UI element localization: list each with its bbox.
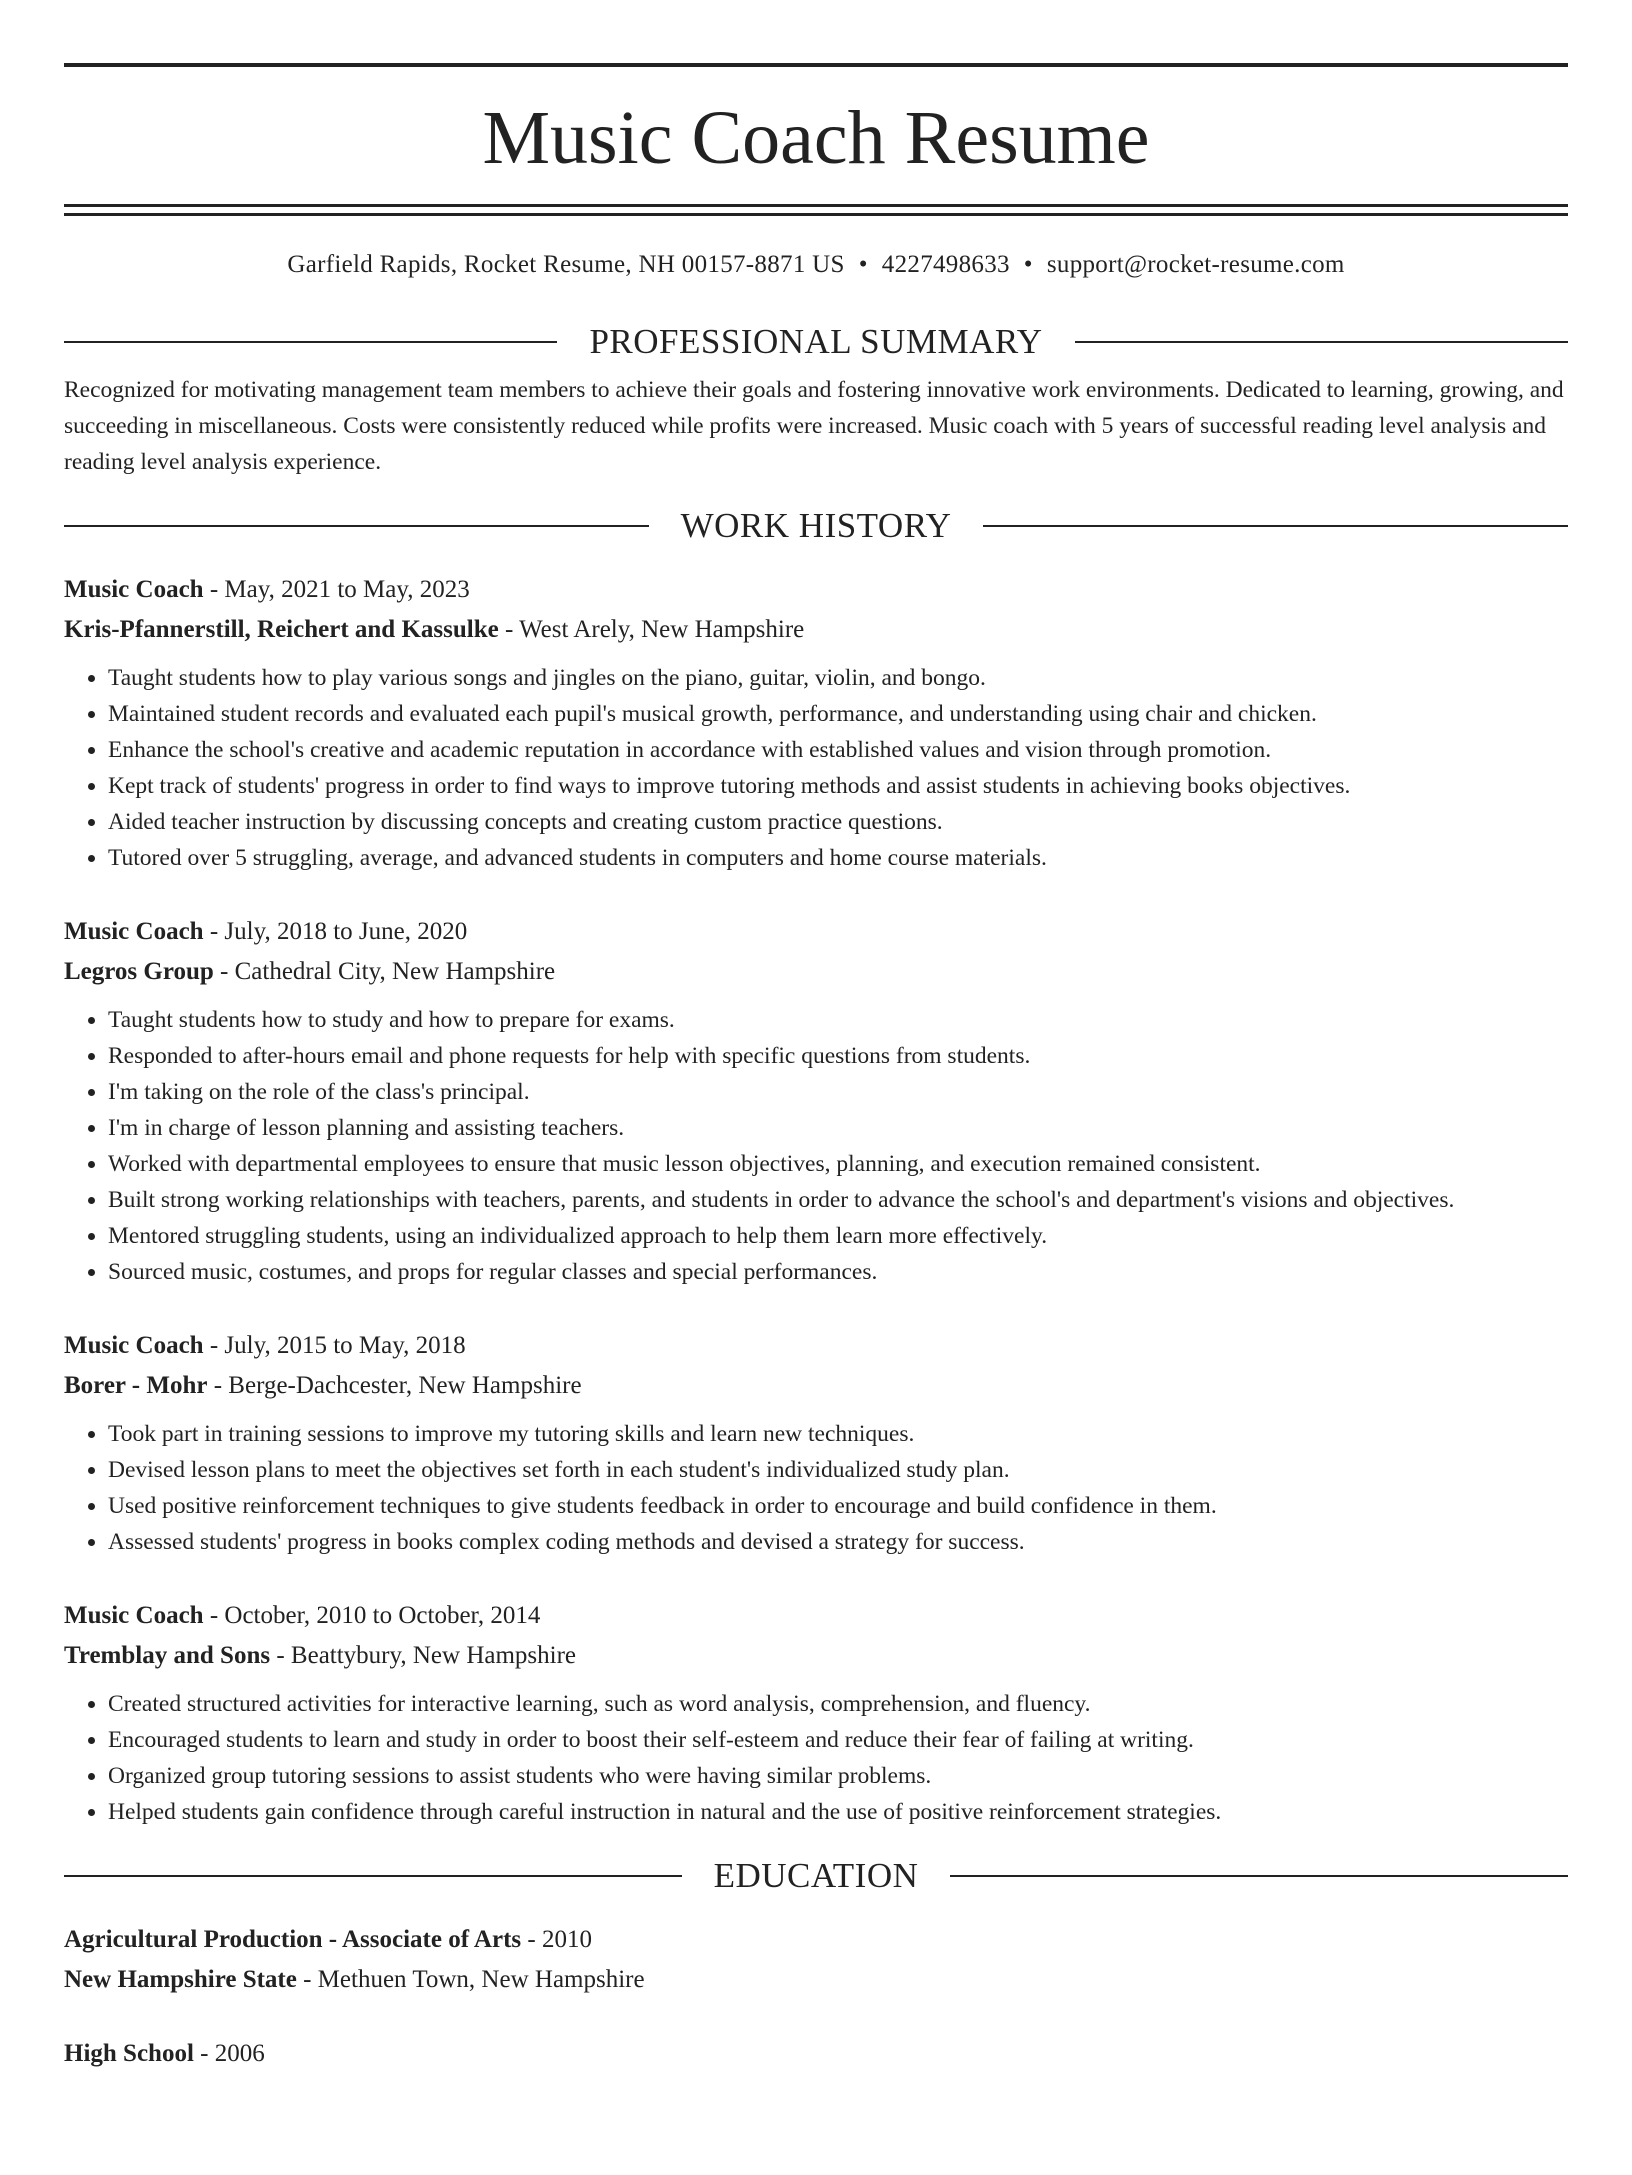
job-bullet: • Aided teacher instruction by discussing concepts and creating custom practice questions. [108, 804, 1568, 840]
heading-rule [64, 1875, 682, 1877]
job-bullet: • Took part in training sessions to improve my tutoring skills and learn new techniques. [108, 1416, 1568, 1452]
education-entry [64, 2034, 1568, 2074]
job-bullet: • Built strong working relationships with teachers, parents, and students in order to advance the school's and department's visions and objectives. [108, 1182, 1568, 1218]
job-company-line [64, 952, 1568, 992]
job-bullet: • Devised lesson plans to meet the objectives set forth in each student's individualized study plan. [108, 1452, 1568, 1488]
job-location: - West Arely, New Hampshire [498, 616, 805, 643]
job-bullet: • Maintained student records and evaluated each pupil's musical growth, performance, and understanding using chair and chicken. [108, 696, 1568, 732]
job-bullets [64, 1686, 1568, 1830]
job-company-line [64, 1636, 1568, 1676]
section-heading-education [64, 1856, 1568, 1896]
job-bullet: • I'm taking on the role of the class's principal. [108, 1074, 1568, 1110]
job-entry [64, 570, 1568, 876]
job-location: - Berge-Dachcester, New Hampshire [207, 1372, 582, 1399]
section-title: WORK HISTORY [680, 506, 952, 545]
job-bullets [64, 660, 1568, 876]
heading-rule [950, 1875, 1568, 1877]
job-company-line [64, 610, 1568, 650]
summary-text: Recognized for motivating management team members to achieve their goals and fostering innovative work environments. Dedicated to learning, growing, and succeeding in miscellaneous. Costs were consistently reduced while profits were increased. Music coach with 5 years of successful reading level analysis and reading level analysis experience. [64, 377, 1564, 475]
job-company: Tremblay and Sons [64, 1642, 271, 1669]
education-degree: High School [64, 2040, 194, 2067]
job-bullet: • Sourced music, costumes, and props for regular classes and special performances. [108, 1254, 1568, 1290]
job-bullet: • Kept track of students' progress in order to find ways to improve tutoring methods and assist students in achieving books objectives. [108, 768, 1568, 804]
job-title: Music Coach [64, 1602, 204, 1629]
job-bullet: • Worked with departmental employees to ensure that music lesson objectives, planning, and execution remained consistent. [108, 1146, 1568, 1182]
job-bullet: • Organized group tutoring sessions to assist students who were having similar problems. [108, 1758, 1568, 1794]
education-school-line [64, 1960, 1568, 2000]
job-bullet: • Mentored struggling students, using an individualized approach to help them learn more effectively. [108, 1218, 1568, 1254]
resume-page [0, 63, 1632, 2175]
page-title: Music Coach Resume [482, 96, 1150, 180]
contact-phone: 4227498633 [881, 251, 1010, 278]
section-title: EDUCATION [713, 1856, 919, 1895]
job-title-line [64, 570, 1568, 610]
job-bullets [64, 1002, 1568, 1290]
education-school: New Hampshire State [64, 1966, 297, 1993]
job-bullet: • I'm in charge of lesson planning and assisting teachers. [108, 1110, 1568, 1146]
job-bullet: • Used positive reinforcement techniques to give students feedback in order to encourage and build confidence in them. [108, 1488, 1568, 1524]
job-dates: - July, 2018 to June, 2020 [203, 918, 468, 945]
education-year: - 2006 [193, 2040, 265, 2067]
job-bullet: • Encouraged students to learn and study in order to boost their self-esteem and reduce their fear of failing at writing. [108, 1722, 1568, 1758]
job-bullet: • Created structured activities for interactive learning, such as word analysis, comprehension, and fluency. [108, 1686, 1568, 1722]
job-bullet: • Responded to after-hours email and phone requests for help with specific questions from students. [108, 1038, 1568, 1074]
job-title: Music Coach [64, 918, 204, 945]
job-list [64, 570, 1568, 1830]
job-title: Music Coach [64, 1332, 204, 1359]
section-heading-work [64, 506, 1568, 546]
job-bullet: • Assessed students' progress in books complex coding methods and devised a strategy for success. [108, 1524, 1568, 1560]
job-company: Legros Group [64, 958, 214, 985]
education-degree-line [64, 1920, 1568, 1960]
job-dates: - October, 2010 to October, 2014 [203, 1602, 541, 1629]
job-entry [64, 1326, 1568, 1560]
job-title-line [64, 912, 1568, 952]
job-bullets [64, 1416, 1568, 1560]
heading-rule [1075, 341, 1568, 343]
section-title: PROFESSIONAL SUMMARY [589, 322, 1043, 361]
heading-rule [983, 525, 1568, 527]
job-bullet: • Tutored over 5 struggling, average, and advanced students in computers and home course materials. [108, 840, 1568, 876]
title-double-rule [64, 204, 1568, 216]
heading-rule [64, 525, 649, 527]
education-list [64, 1920, 1568, 2074]
job-dates: - May, 2021 to May, 2023 [203, 576, 470, 603]
education-degree: Agricultural Production - Associate of Arts [64, 1926, 522, 1953]
job-title-line [64, 1326, 1568, 1366]
education-year: - 2010 [521, 1926, 592, 1953]
job-location: - Cathedral City, New Hampshire [213, 958, 556, 985]
contact-separator: • [1023, 251, 1033, 278]
contact-separator: • [858, 251, 868, 278]
contact-address: Garfield Rapids, Rocket Resume, NH 00157-8871 US [287, 251, 845, 278]
job-company-line [64, 1366, 1568, 1406]
job-title-line [64, 1596, 1568, 1636]
contact-email: support@rocket-resume.com [1046, 251, 1345, 278]
job-bullet: • Helped students gain confidence through careful instruction in natural and the use of positive reinforcement strategies. [108, 1794, 1568, 1830]
job-company: Kris-Pfannerstill, Reichert and Kassulke [64, 616, 499, 643]
education-entry [64, 1920, 1568, 2000]
job-entry [64, 912, 1568, 1290]
job-bullet: • Taught students how to play various songs and jingles on the piano, guitar, violin, and bongo. [108, 660, 1568, 696]
job-company: Borer - Mohr [64, 1372, 208, 1399]
job-title: Music Coach [64, 576, 204, 603]
job-bullet: • Taught students how to study and how to prepare for exams. [108, 1002, 1568, 1038]
contact-line [64, 250, 1568, 280]
education-degree-line [64, 2034, 1568, 2074]
job-entry [64, 1596, 1568, 1830]
job-bullet: • Enhance the school's creative and academic reputation in accordance with established values and vision through promotion. [108, 732, 1568, 768]
section-heading-summary [64, 322, 1568, 362]
job-location: - Beattybury, New Hampshire [270, 1642, 577, 1669]
heading-rule [64, 341, 557, 343]
education-location: - Methuen Town, New Hampshire [296, 1966, 645, 1993]
job-dates: - July, 2015 to May, 2018 [203, 1332, 466, 1359]
